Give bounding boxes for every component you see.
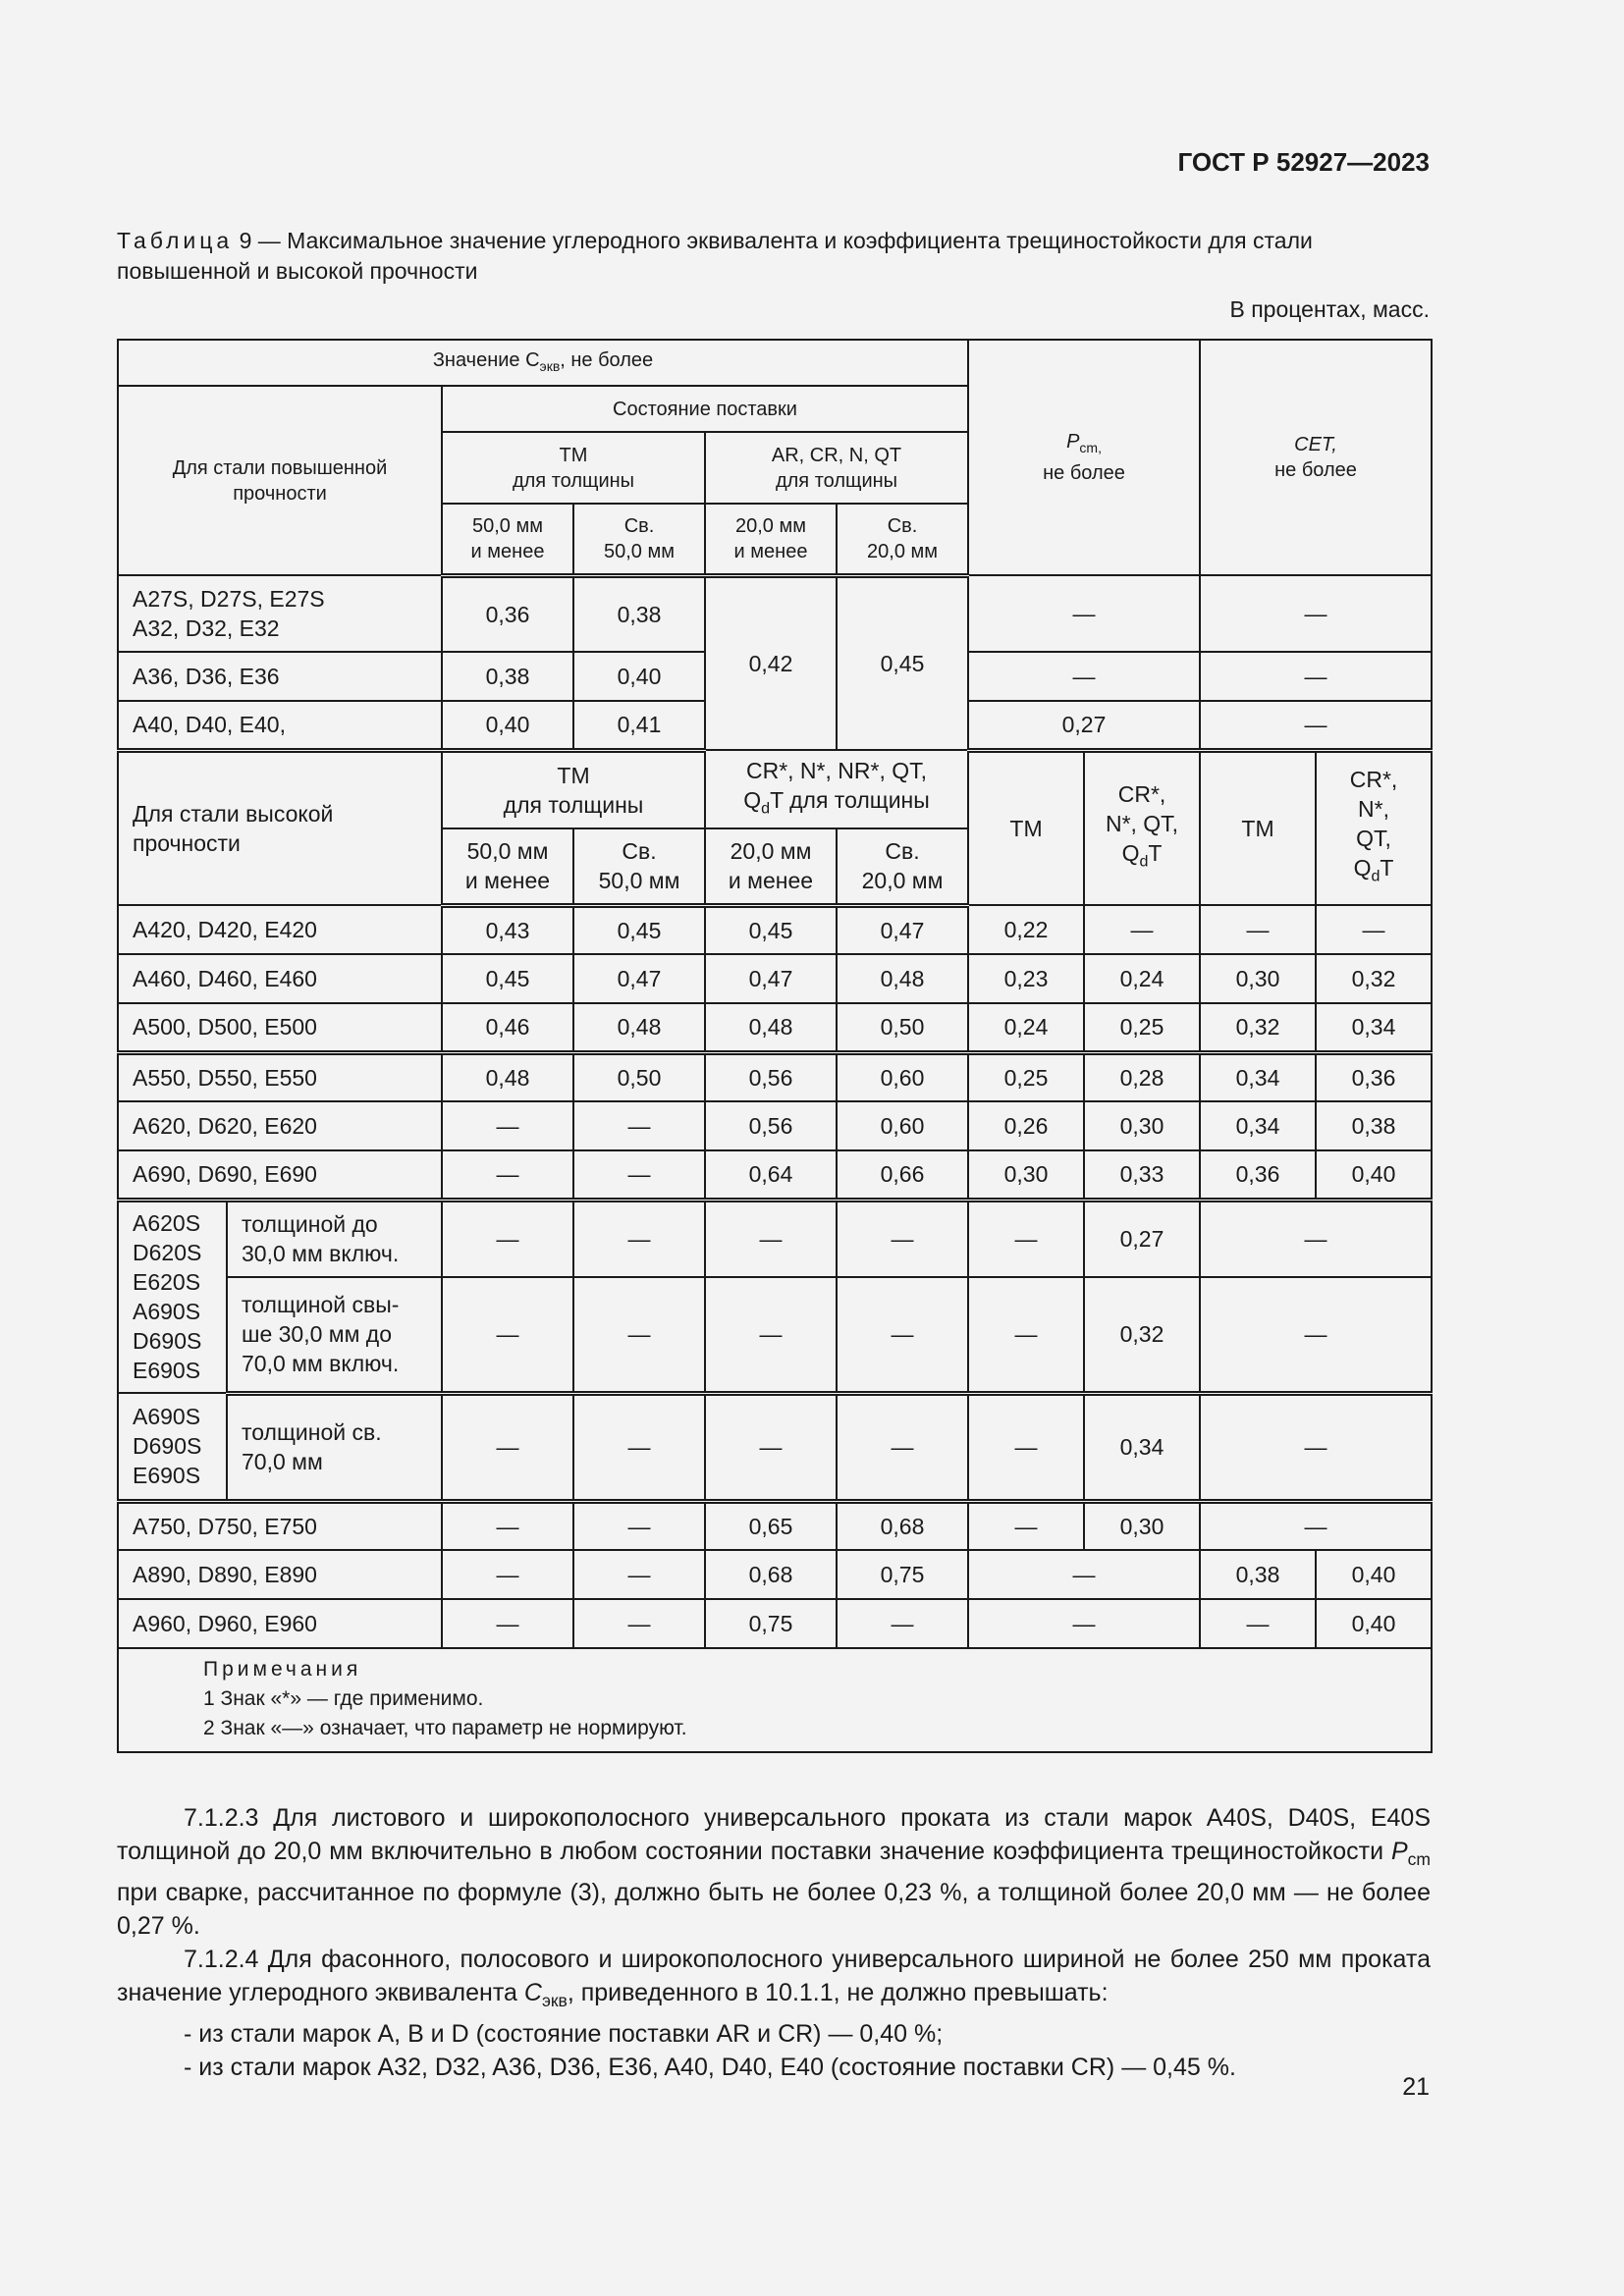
value-cell: — <box>968 1393 1084 1501</box>
value-cell: — <box>573 1501 705 1550</box>
value-cell: — <box>968 1200 1084 1277</box>
value-cell: 0,30 <box>1084 1501 1200 1550</box>
value-cell: — <box>573 1277 705 1393</box>
value-cell: 0,30 <box>968 1150 1084 1200</box>
value-cell: 0,48 <box>705 1003 837 1052</box>
value-cell: 0,68 <box>705 1550 837 1599</box>
value-cell: — <box>1200 1501 1432 1550</box>
tm-over50-header-2: Св. 50,0 мм <box>573 828 705 905</box>
grade-cell: A36, D36, E36 <box>118 652 442 701</box>
value-cell: 0,36 <box>442 575 573 652</box>
value-cell: — <box>1200 575 1432 652</box>
grade-cell: A750, D750, E750 <box>118 1501 442 1550</box>
value-cell: — <box>442 1101 573 1150</box>
value-cell: 0,45 <box>573 905 705 954</box>
value-cell: — <box>573 1150 705 1200</box>
value-cell: 0,56 <box>705 1101 837 1150</box>
value-cell: 0,32 <box>1084 1277 1200 1393</box>
notes-title: Примечания <box>203 1658 362 1681</box>
value-cell: 0,40 <box>1316 1550 1432 1599</box>
value-cell: 0,30 <box>1200 954 1316 1003</box>
bullet-item: - из стали марок A32, D32, A36, D36, E36, A40, D40, E40 (состояние поставки CR) — 0,45 %. <box>184 2054 1236 2081</box>
value-cell: 0,34 <box>1084 1393 1200 1501</box>
value-cell: 0,26 <box>968 1101 1084 1150</box>
value-cell: 0,68 <box>837 1501 968 1550</box>
grade-cell: A500, D500, E500 <box>118 1003 442 1052</box>
ar-20-header: 20,0 мм и менее <box>705 504 837 575</box>
value-cell: 0,50 <box>573 1052 705 1101</box>
value-cell: — <box>968 1501 1084 1550</box>
value-cell: 0,38 <box>1316 1101 1432 1150</box>
value-cell: 0,40 <box>1316 1150 1432 1200</box>
value-cell: 0,45 <box>442 954 573 1003</box>
value-cell: 0,30 <box>1084 1101 1200 1150</box>
value-cell: — <box>442 1599 573 1648</box>
value-cell: 0,23 <box>968 954 1084 1003</box>
value-cell: 0,47 <box>573 954 705 1003</box>
value-cell: — <box>1200 1200 1432 1277</box>
tm-thickness-header: ТМ для толщины <box>442 432 705 504</box>
value-cell: — <box>1200 652 1432 701</box>
value-cell: 0,45 <box>705 905 837 954</box>
value-cell: 0,41 <box>573 701 705 750</box>
value-cell: — <box>442 1550 573 1599</box>
value-cell: — <box>442 1393 573 1501</box>
value-cell: — <box>1200 1393 1432 1501</box>
document-code: ГОСТ Р 52927—2023 <box>1177 147 1430 177</box>
grade-cell: A40, D40, E40, <box>118 701 442 750</box>
value-cell: 0,32 <box>1200 1003 1316 1052</box>
thickness-desc: толщиной св. 70,0 мм <box>227 1393 442 1501</box>
value-cell: — <box>1084 905 1200 954</box>
tm-over50-header: Св. 50,0 мм <box>573 504 705 575</box>
value-cell: — <box>573 1200 705 1277</box>
value-cell: — <box>837 1599 968 1648</box>
caption-text: 9 — Максимальное значение углеродного эквивалента и коэффициента трещиностойкости для стали повышенной и высокой прочности <box>117 228 1313 284</box>
page-number: 21 <box>1402 2073 1430 2101</box>
grade-cell: A420, D420, E420 <box>118 905 442 954</box>
pcm-tm-header: ТМ <box>968 750 1084 905</box>
value-cell: — <box>573 1599 705 1648</box>
value-cell: — <box>705 1393 837 1501</box>
value-cell: 0,32 <box>1316 954 1432 1003</box>
value-cell: — <box>442 1150 573 1200</box>
table-notes <box>118 1648 1432 1752</box>
thickness-desc: толщиной до 30,0 мм включ. <box>227 1200 442 1277</box>
s-grade-group: A620S D620S E620S A690S D690S E690S <box>118 1200 227 1393</box>
value-cell: 0,38 <box>1200 1550 1316 1599</box>
pcm-cr-header: CR*, N*, QT, $Q_dT$ <box>1084 750 1200 905</box>
value-cell: 0,36 <box>1200 1150 1316 1200</box>
value-cell: — <box>837 1200 968 1277</box>
value-cell: — <box>705 1277 837 1393</box>
value-cell: — <box>442 1200 573 1277</box>
value-cell: 0,50 <box>837 1003 968 1052</box>
value-cell: 0,24 <box>968 1003 1084 1052</box>
tm-thickness-header-2: ТМ для толщины <box>442 750 705 828</box>
grade-cell: A550, D550, E550 <box>118 1052 442 1101</box>
value-cell: 0,22 <box>968 905 1084 954</box>
value-cell: — <box>1316 905 1432 954</box>
cet-cr-header: CR*, N*, QT, $Q_dT$ <box>1316 750 1432 905</box>
note-2: 2 Знак «—» означает, что параметр не нормируют. <box>203 1717 687 1739</box>
caption-label: Таблица <box>117 228 234 253</box>
value-cell: 0,34 <box>1200 1101 1316 1150</box>
paragraph-7-1-2-4: 7.1.2.4 Для фасонного, полосового и широкополосного универсального шириной не более 250 мм проката значение углеродного эквивалента $C_{экв}$, приведенного в 10.1.1, не должно превышать: <box>117 1946 1431 2010</box>
value-cell: 0,64 <box>705 1150 837 1200</box>
value-cell: — <box>968 1277 1084 1393</box>
s-grade-group: A690S D690S E690S <box>118 1393 227 1501</box>
value-cell: — <box>1200 701 1432 750</box>
value-cell: — <box>837 1277 968 1393</box>
cet-tm-header: ТМ <box>1200 750 1316 905</box>
value-cell: 0,66 <box>837 1150 968 1200</box>
value-cell: 0,27 <box>1084 1200 1200 1277</box>
value-cell: 0,28 <box>1084 1052 1200 1101</box>
value-cell: 0,34 <box>1200 1052 1316 1101</box>
grade-cell: A27S, D27S, E27S A32, D32, E32 <box>118 575 442 652</box>
value-cell: — <box>573 1393 705 1501</box>
ar-over20-header: Св. 20,0 мм <box>837 504 968 575</box>
value-cell: 0,65 <box>705 1501 837 1550</box>
value-cell: 0,25 <box>968 1052 1084 1101</box>
value-cell: — <box>968 1599 1200 1648</box>
grade-cell: A460, D460, E460 <box>118 954 442 1003</box>
value-cell: 0,40 <box>573 652 705 701</box>
value-cell: — <box>442 1501 573 1550</box>
value-cell: 0,38 <box>442 652 573 701</box>
pcm-header: $P_{cm,}$ не более <box>968 340 1200 575</box>
value-cell: — <box>573 1101 705 1150</box>
value-cell: — <box>968 652 1200 701</box>
delivery-state-header: Состояние поставки <box>442 386 968 432</box>
value-cell: — <box>442 1277 573 1393</box>
value-cell: 0,36 <box>1316 1052 1432 1101</box>
value-cell: — <box>705 1200 837 1277</box>
value-cell: 0,47 <box>705 954 837 1003</box>
value-cell: — <box>1200 905 1316 954</box>
paragraph-7-1-2-3: 7.1.2.3 Для листового и широкополосного универсального проката из стали марок A40S, D40S, E40S толщиной до 20,0 мм включительно в любом состоянии поставки значение коэффициента трещиностойкости $P_{cm}$ при сварке, рассчитанное по формуле (3), должно быть не более 0,23 %, а толщиной более 20,0 мм — не более 0,27 %. <box>117 1804 1431 1940</box>
value-cell: 0,38 <box>573 575 705 652</box>
value-cell: — <box>1200 1277 1432 1393</box>
units-note: В процентах, масс. <box>1229 296 1430 322</box>
value-cell: 0,45 <box>837 575 968 750</box>
note-1: 1 Знак «*» — где применимо. <box>203 1687 484 1710</box>
value-cell: 0,60 <box>837 1052 968 1101</box>
tm-50-header: 50,0 мм и менее <box>442 504 573 575</box>
value-cell: — <box>1200 1599 1316 1648</box>
grade-cell: A620, D620, E620 <box>118 1101 442 1150</box>
value-cell: — <box>968 1550 1200 1599</box>
value-cell: 0,25 <box>1084 1003 1200 1052</box>
value-cell: 0,27 <box>968 701 1200 750</box>
carbon-equivalent-table <box>117 339 1433 1753</box>
grade-cell: A960, D960, E960 <box>118 1599 442 1648</box>
table-caption <box>117 226 1431 287</box>
bullet-item: - из стали марок A, B и D (состояние поставки AR и CR) — 0,40 %; <box>184 2020 944 2048</box>
value-cell: 0,46 <box>442 1003 573 1052</box>
thickness-desc: толщиной свы- ше 30,0 мм до 70,0 мм включ. <box>227 1277 442 1393</box>
grade-cell: A890, D890, E890 <box>118 1550 442 1599</box>
cet-header: CET, не более <box>1200 340 1432 575</box>
value-cell: 0,40 <box>442 701 573 750</box>
value-cell: — <box>837 1393 968 1501</box>
value-cell: 0,34 <box>1316 1003 1432 1052</box>
value-cell: 0,42 <box>705 575 837 750</box>
value-cell: — <box>968 575 1200 652</box>
value-cell: 0,47 <box>837 905 968 954</box>
value-cell: 0,40 <box>1316 1599 1432 1648</box>
value-cell: 0,75 <box>837 1550 968 1599</box>
value-cell: 0,48 <box>442 1052 573 1101</box>
value-cell: — <box>573 1550 705 1599</box>
grade-cell: A690, D690, E690 <box>118 1150 442 1200</box>
value-cell: 0,75 <box>705 1599 837 1648</box>
value-cell: 0,43 <box>442 905 573 954</box>
value-cell: 0,56 <box>705 1052 837 1101</box>
body-text <box>117 1801 1431 2084</box>
high-strength-label: Для стали высокой прочности <box>118 750 442 905</box>
tm-50-header-2: 50,0 мм и менее <box>442 828 573 905</box>
increased-strength-label: Для стали повышенной прочности <box>118 386 442 575</box>
value-cell: 0,60 <box>837 1101 968 1150</box>
value-cell: 0,33 <box>1084 1150 1200 1200</box>
cr-thickness-header: CR*, N*, NR*, QT, $Q_dT$ для толщины <box>705 750 968 828</box>
ar-thickness-header: AR, CR, N, QT для толщины <box>705 432 968 504</box>
value-cell: 0,48 <box>837 954 968 1003</box>
ceq-header: Значение $C_{экв}$, не более <box>118 340 968 386</box>
value-cell: 0,48 <box>573 1003 705 1052</box>
cr-20-header: 20,0 мм и менее <box>705 828 837 905</box>
cr-over20-header: Св. 20,0 мм <box>837 828 968 905</box>
value-cell: 0,24 <box>1084 954 1200 1003</box>
